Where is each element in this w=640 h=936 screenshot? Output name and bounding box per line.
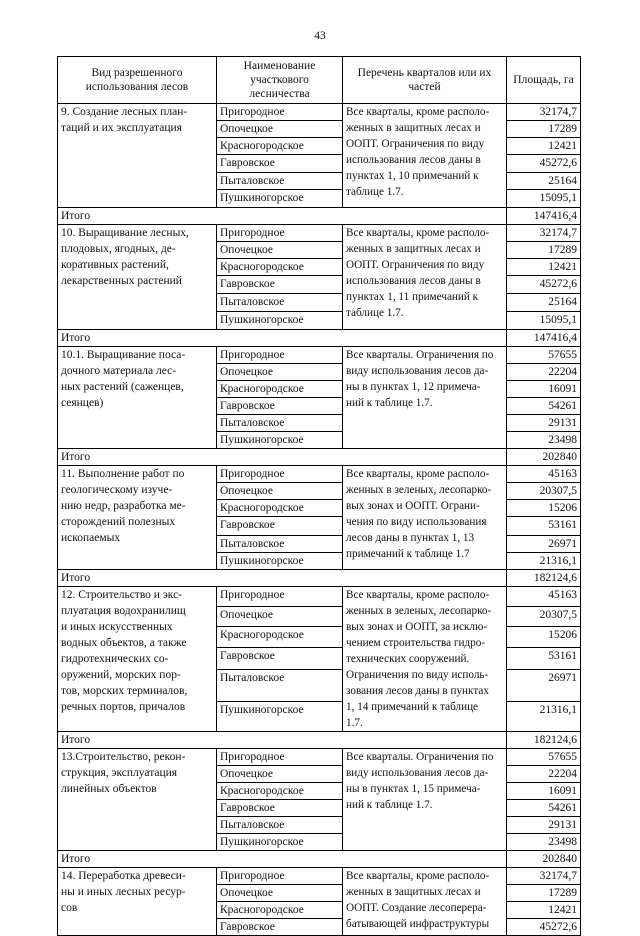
total-value: 182124,6: [507, 732, 581, 749]
area-cell: 16091: [507, 381, 581, 398]
total-row: [58, 330, 581, 347]
total-value: 202840: [507, 851, 581, 868]
header-use: Вид разрешенного использования лесов: [58, 57, 217, 104]
total-row: [58, 570, 581, 587]
area-cell: 25164: [507, 173, 581, 190]
total-label: Итого: [58, 851, 507, 868]
header-area: Площадь, га: [507, 57, 581, 104]
use-type-cell: 13.Строительство, рекон- струкция, эксплуатация линейных объектов: [58, 749, 217, 851]
area-cell: 29131: [507, 415, 581, 432]
area-cell: 54261: [507, 398, 581, 415]
forestry-cell: Пыталовское: [217, 294, 343, 312]
total-row: [58, 732, 581, 749]
area-cell: 45163: [507, 466, 581, 483]
total-value: 182124,6: [507, 570, 581, 587]
total-label: Итого: [58, 449, 507, 466]
use-type-cell: 9. Создание лесных план- таций и их эксплуатация: [58, 104, 217, 208]
total-value: 202840: [507, 449, 581, 466]
forestry-cell: Пушкиногорское: [217, 553, 343, 570]
forestry-cell: Красногородское: [217, 500, 343, 517]
total-label: Итого: [58, 208, 507, 225]
use-type-cell: 12. Строительство и экс- плуатация водохранилищ и иных искусственных водных объектов, а также гидротехнических со- оружений, морских пор- тов, морских терминалов, речных портов, причалов: [58, 587, 217, 732]
table-row: [58, 749, 581, 766]
area-cell: 53161: [507, 647, 581, 670]
forestry-cell: Красногородское: [217, 902, 343, 919]
area-cell: 57655: [507, 347, 581, 364]
forestry-cell: Пыталовское: [217, 670, 343, 702]
area-cell: 21316,1: [507, 553, 581, 570]
area-cell: 23498: [507, 432, 581, 449]
area-cell: 15206: [507, 627, 581, 647]
area-cell: 45272,6: [507, 155, 581, 173]
table-row: [58, 587, 581, 607]
table-header-row: [58, 57, 581, 104]
forestry-cell: Опочецкое: [217, 607, 343, 627]
area-cell: 53161: [507, 517, 581, 536]
table-body: [58, 104, 581, 936]
forestry-cell: Пригородное: [217, 749, 343, 766]
forestry-cell: Гавровское: [217, 398, 343, 415]
forestry-cell: Опочецкое: [217, 242, 343, 259]
forestry-cell: Гавровское: [217, 155, 343, 173]
total-label: Итого: [58, 732, 507, 749]
forestry-cell: Опочецкое: [217, 766, 343, 783]
forestry-cell: Пыталовское: [217, 173, 343, 190]
total-row: [58, 449, 581, 466]
forestry-cell: Пушкиногорское: [217, 834, 343, 851]
forestry-cell: Гавровское: [217, 800, 343, 817]
forestry-cell: Опочецкое: [217, 483, 343, 500]
forestry-cell: Опочецкое: [217, 121, 343, 138]
area-cell: 32174,7: [507, 868, 581, 885]
forestry-cell: Пушкиногорское: [217, 702, 343, 732]
quarters-cell: Все кварталы. Ограничения по виду использования лесов да- ны в пунктах 1, 12 примеча- ний к таблице 1.7.: [343, 347, 507, 449]
use-type-cell: 11. Выполнение работ по геологическому изуче- нию недр, разработка ме- сторождений полезных ископаемых: [58, 466, 217, 570]
area-cell: 45272,6: [507, 919, 581, 936]
forestry-cell: Красногородское: [217, 783, 343, 800]
area-cell: 17289: [507, 242, 581, 259]
header-quarters: Перечень кварталов или их частей: [343, 57, 507, 104]
area-cell: 15095,1: [507, 312, 581, 330]
header-forestry: Наименование участкового лесничества: [217, 57, 343, 104]
area-cell: 20307,5: [507, 483, 581, 500]
area-cell: 29131: [507, 817, 581, 834]
area-cell: 54261: [507, 800, 581, 817]
forestry-cell: Гавровское: [217, 647, 343, 670]
total-label: Итого: [58, 570, 507, 587]
forestry-cell: Гавровское: [217, 517, 343, 536]
area-cell: 12421: [507, 902, 581, 919]
quarters-cell: Все кварталы, кроме располо- женных в зеленых, лесопарко- вых зонах и ООПТ, за исклю- чением строительства гидро- технических сооружений. Ограничения по виду исполь- зования лесов даны в пунктах 1, 14 примечаний к таблице 1.7.: [343, 587, 507, 732]
forestry-cell: Опочецкое: [217, 364, 343, 381]
table-row: [58, 466, 581, 483]
area-cell: 16091: [507, 783, 581, 800]
area-cell: 22204: [507, 766, 581, 783]
forestry-cell: Пригородное: [217, 466, 343, 483]
total-value: 147416,4: [507, 208, 581, 225]
forestry-cell: Красногородское: [217, 381, 343, 398]
forestry-cell: Пыталовское: [217, 415, 343, 432]
area-cell: 20307,5: [507, 607, 581, 627]
forestry-cell: Пушкиногорское: [217, 432, 343, 449]
forestry-cell: Гавровское: [217, 919, 343, 936]
area-cell: 15206: [507, 500, 581, 517]
forestry-cell: Пыталовское: [217, 536, 343, 553]
forestry-cell: Пушкиногорское: [217, 312, 343, 330]
area-cell: 45272,6: [507, 276, 581, 294]
area-cell: 32174,7: [507, 225, 581, 242]
area-cell: 57655: [507, 749, 581, 766]
area-cell: 26971: [507, 670, 581, 702]
quarters-cell: Все кварталы, кроме располо- женных в защитных лесах и ООПТ. Создание лесоперера- батывающей инфраструктуры: [343, 868, 507, 936]
area-cell: 17289: [507, 121, 581, 138]
forest-use-table: [57, 56, 581, 936]
forestry-cell: Красногородское: [217, 259, 343, 276]
forestry-cell: Красногородское: [217, 627, 343, 647]
area-cell: 15095,1: [507, 190, 581, 208]
forestry-cell: Пригородное: [217, 868, 343, 885]
area-cell: 17289: [507, 885, 581, 902]
table-row: [58, 347, 581, 364]
use-type-cell: 10.1. Выращивание поса- дочного материала лес- ных растений (саженцев, сеянцев): [58, 347, 217, 449]
quarters-cell: Все кварталы, кроме располо- женных в зеленых, лесопарко- вых зонах и ООПТ. Ограни- чения по виду использования лесов даны в пунктах 1, 13 примечаний к таблице 1.7: [343, 466, 507, 570]
quarters-cell: Все кварталы, кроме располо- женных в защитных лесах и ООПТ. Ограничения по виду использования лесов даны в пунктах 1, 11 примечаний к таблице 1.7.: [343, 225, 507, 330]
area-cell: 25164: [507, 294, 581, 312]
use-type-cell: 14. Переработка древеси- ны и иных лесных ресур- сов: [58, 868, 217, 936]
table-row: [58, 868, 581, 885]
forestry-cell: Гавровское: [217, 276, 343, 294]
page-number: 43: [314, 30, 326, 42]
forestry-cell: Пригородное: [217, 347, 343, 364]
forestry-cell: Пушкиногорское: [217, 190, 343, 208]
area-cell: 45163: [507, 587, 581, 607]
area-cell: 12421: [507, 259, 581, 276]
total-value: 147416,4: [507, 330, 581, 347]
area-cell: 32174,7: [507, 104, 581, 121]
area-cell: 23498: [507, 834, 581, 851]
total-row: [58, 851, 581, 868]
forestry-cell: Пригородное: [217, 104, 343, 121]
area-cell: 21316,1: [507, 702, 581, 732]
area-cell: 12421: [507, 138, 581, 155]
forestry-cell: Опочецкое: [217, 885, 343, 902]
quarters-cell: Все кварталы. Ограничения по виду использования лесов да- ны в пунктах 1, 15 примеча- ний к таблице 1.7.: [343, 749, 507, 851]
quarters-cell: Все кварталы, кроме располо- женных в защитных лесах и ООПТ. Ограничения по виду использования лесов даны в пунктах 1, 10 примечаний к таблице 1.7.: [343, 104, 507, 208]
area-cell: 26971: [507, 536, 581, 553]
use-type-cell: 10. Выращивание лесных, плодовых, ягодных, де- коративных растений, лекарственных растений: [58, 225, 217, 330]
area-cell: 22204: [507, 364, 581, 381]
forestry-cell: Пыталовское: [217, 817, 343, 834]
forestry-cell: Пригородное: [217, 225, 343, 242]
forestry-cell: Пригородное: [217, 587, 343, 607]
total-label: Итого: [58, 330, 507, 347]
table-row: [58, 104, 581, 121]
total-row: [58, 208, 581, 225]
forestry-cell: Красногородское: [217, 138, 343, 155]
table-row: [58, 225, 581, 242]
